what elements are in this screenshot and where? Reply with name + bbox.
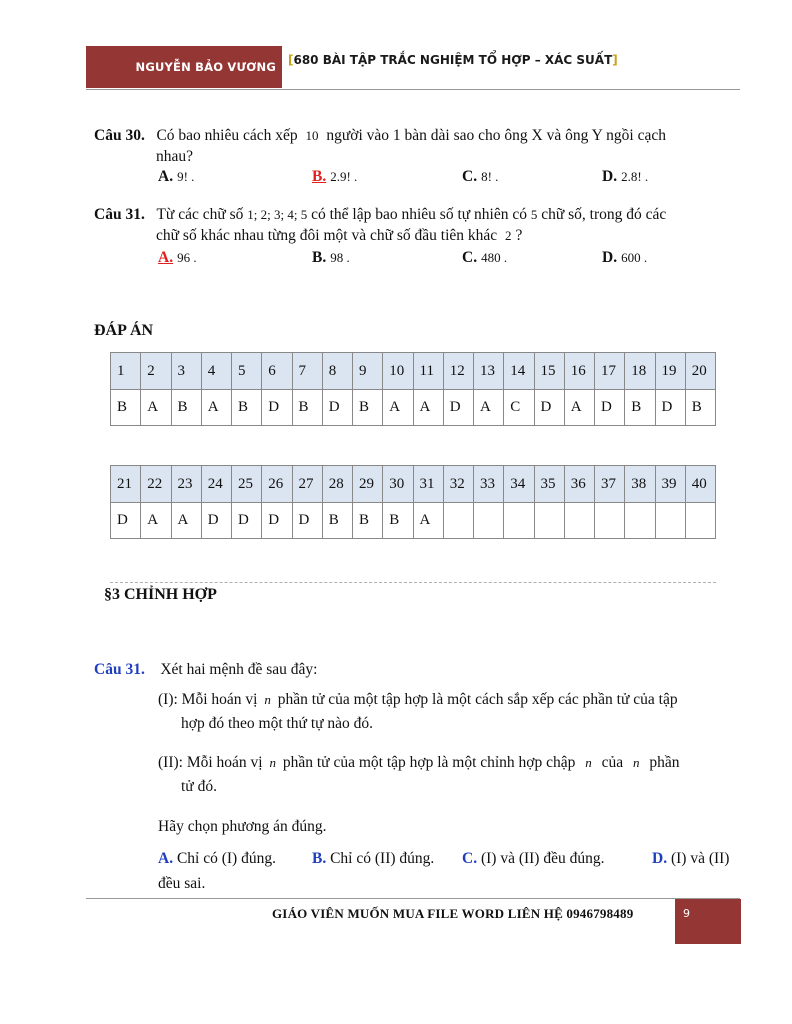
variable-n: n [585, 755, 592, 770]
header-divider [86, 89, 740, 90]
section-title: §3 CHỈNH HỢP [104, 586, 217, 603]
answer-number-cell: 15 [534, 353, 564, 390]
answer-number-cell: 10 [383, 353, 413, 390]
answer-letter-cell: B [232, 390, 262, 426]
answer-number-cell: 38 [625, 466, 655, 503]
question-number: 10 [305, 128, 319, 143]
digits: 1; 2; 3; 4; 5 [247, 207, 308, 222]
answer-number-cell: 2 [141, 353, 171, 390]
answer-number-cell: 26 [262, 466, 292, 503]
page-number-box [675, 899, 741, 944]
option-letter: D. [602, 168, 618, 185]
statement-text: hợp đó theo một thứ tự nào đó. [181, 715, 374, 732]
answer-number-cell: 23 [171, 466, 201, 503]
answer-letter-cell: D [443, 390, 473, 426]
question-text: nhau? [156, 148, 194, 165]
answer-number-cell: 6 [262, 353, 292, 390]
answer-number-cell: 36 [564, 466, 594, 503]
answer-number-cell: 34 [504, 466, 534, 503]
option-a[interactable] [158, 249, 197, 267]
option-d[interactable] [602, 249, 647, 267]
answer-number-cell: 19 [655, 353, 685, 390]
answer-letter-cell: D [201, 503, 231, 539]
statement-text: (II): Mỗi hoán vị [158, 754, 263, 771]
question-label: Câu 30. [94, 127, 145, 144]
statement-text: (I): Mỗi hoán vị [158, 691, 258, 708]
answer-letter-cell [685, 503, 715, 539]
answer-letter-cell [443, 503, 473, 539]
footer-divider [86, 898, 740, 899]
question-text: Từ các chữ số [156, 206, 244, 223]
answer-letter-cell: B [353, 390, 383, 426]
answer-letter-cell [564, 503, 594, 539]
answer-letter-cell: A [141, 390, 171, 426]
option-value: 8! . [481, 169, 499, 184]
answer-letter-cell: B [685, 390, 715, 426]
option-a[interactable] [158, 850, 276, 868]
variable-n: n [264, 692, 271, 707]
option-text: (I) và (II) [670, 850, 730, 867]
question-text: chữ số, trong đó các [541, 206, 667, 223]
question-text: Có bao nhiêu cách xếp [156, 127, 298, 144]
answer-letter-cell: D [595, 390, 625, 426]
answer-table-1 [110, 352, 716, 426]
header-author: NGUYỄN BẢO VƯƠNG [135, 60, 276, 74]
option-value: 600 . [621, 250, 648, 265]
option-letter-correct: A. [158, 249, 174, 266]
answer-number-cell: 20 [685, 353, 715, 390]
answer-number-cell: 25 [232, 466, 262, 503]
answer-letter-cell [474, 503, 504, 539]
answer-letter-cell: B [171, 390, 201, 426]
question-number: 2 [505, 228, 512, 243]
option-letter: C. [462, 850, 478, 867]
answer-number-cell: 5 [232, 353, 262, 390]
answer-number-cell: 24 [201, 466, 231, 503]
statement-2 [158, 751, 748, 799]
answer-number-cell: 40 [685, 466, 715, 503]
answer-number-cell: 14 [504, 353, 534, 390]
answer-letter-cell: A [413, 390, 443, 426]
question-31b [94, 658, 744, 682]
answer-letter-cell: D [111, 503, 141, 539]
question-number: 5 [530, 207, 538, 222]
answer-number-cell: 22 [141, 466, 171, 503]
question-30 [94, 125, 734, 167]
option-c[interactable] [462, 249, 507, 267]
answer-letter-cell [655, 503, 685, 539]
answer-letter-cell: A [201, 390, 231, 426]
answer-number-cell: 3 [171, 353, 201, 390]
answer-letter-cell [504, 503, 534, 539]
answer-letter-cell: C [504, 390, 534, 426]
header-bracket-close: ] [612, 53, 618, 67]
answer-letter-cell: D [262, 390, 292, 426]
option-value: 2.9! . [330, 169, 358, 184]
answer-letter-cell: B [383, 503, 413, 539]
answer-letter-cell: A [413, 503, 443, 539]
answer-number-cell: 13 [474, 353, 504, 390]
answer-letter-cell: A [474, 390, 504, 426]
question-prompt: Hãy chọn phương án đúng. [158, 818, 327, 835]
answer-number-cell: 29 [353, 466, 383, 503]
option-c[interactable] [462, 168, 498, 186]
answer-number-cell: 1 [111, 353, 141, 390]
statement-text: tử đó. [181, 778, 217, 795]
option-c[interactable] [462, 850, 604, 868]
answer-number-cell: 35 [534, 466, 564, 503]
answer-letter-cell: D [655, 390, 685, 426]
statement-text: phần tử của một tập hợp là một cách sắp xếp các phần tử của tập [277, 691, 678, 708]
option-letter: A. [158, 168, 174, 185]
option-value: 480 . [481, 250, 508, 265]
answer-number-cell: 9 [353, 353, 383, 390]
option-text: Chỉ có (I) đúng. [176, 850, 276, 867]
question-label: Câu 31. [94, 661, 145, 678]
answer-letter-cell: D [534, 390, 564, 426]
answer-letter-cell: B [292, 390, 322, 426]
option-letter: B. [312, 249, 327, 266]
statement-text: phần [649, 754, 680, 771]
answer-number-cell: 37 [595, 466, 625, 503]
answer-letter-cell: D [292, 503, 322, 539]
answer-number-cell: 11 [413, 353, 443, 390]
section-divider [110, 582, 716, 583]
option-value: 2.8! . [621, 169, 649, 184]
answer-letter-cell: D [232, 503, 262, 539]
answer-letter-cell: A [171, 503, 201, 539]
answer-letter-cell: D [322, 390, 352, 426]
answer-letter-cell: B [625, 390, 655, 426]
statement-text: phần tử của một tập hợp là một chỉnh hợp chập [282, 754, 576, 771]
answer-number-cell: 21 [111, 466, 141, 503]
answer-number-cell: 4 [201, 353, 231, 390]
variable-n: n [269, 755, 276, 770]
answer-table-2 [110, 465, 716, 539]
answer-number-cell: 39 [655, 466, 685, 503]
page-number: 9 [683, 907, 690, 920]
option-letter: B. [312, 850, 327, 867]
answer-letter-cell: A [141, 503, 171, 539]
answer-letter-cell: D [262, 503, 292, 539]
option-value: 98 . [330, 250, 350, 265]
option-value: 9! . [177, 169, 195, 184]
answer-number-cell: 8 [322, 353, 352, 390]
answer-number-cell: 18 [625, 353, 655, 390]
answer-number-cell: 16 [564, 353, 594, 390]
header-author-box [86, 46, 282, 88]
answer-letter-cell [625, 503, 655, 539]
option-d[interactable] [652, 850, 729, 868]
header-title-text: 680 BÀI TẬP TRẮC NGHIỆM TỔ HỢP – XÁC SUẤT [293, 53, 613, 67]
answer-letter-cell [595, 503, 625, 539]
header-title [288, 53, 618, 67]
answer-letter-cell [534, 503, 564, 539]
answer-number-cell: 31 [413, 466, 443, 503]
option-b[interactable] [312, 249, 350, 267]
option-value: 96 . [177, 250, 197, 265]
option-letter: C. [462, 249, 478, 266]
option-letter-correct: B. [312, 168, 327, 185]
header-bracket-open: [ [288, 53, 294, 67]
answer-letter-cell: B [353, 503, 383, 539]
answer-letter-cell: A [383, 390, 413, 426]
variable-n: n [633, 755, 640, 770]
option-d[interactable] [602, 168, 648, 186]
question-text: người vào 1 bàn dài sao cho ông X và ông Y ngồi cạch [326, 127, 666, 144]
question-text: ? [515, 227, 523, 244]
answer-number-cell: 33 [474, 466, 504, 503]
footer-contact: GIÁO VIÊN MUỐN MUA FILE WORD LIÊN HỆ 0946798489 [272, 906, 634, 921]
option-letter: A. [158, 850, 174, 867]
option-text: Chỉ có (II) đúng. [330, 850, 435, 867]
answer-letter-cell: B [322, 503, 352, 539]
answer-number-cell: 28 [322, 466, 352, 503]
option-a[interactable] [158, 168, 194, 186]
option-letter: D. [652, 850, 668, 867]
option-text: (I) và (II) đều đúng. [480, 850, 605, 867]
answer-letter-cell: B [111, 390, 141, 426]
option-b[interactable] [312, 168, 357, 186]
statement-text: của [601, 754, 624, 771]
option-letter: C. [462, 168, 478, 185]
question-intro: Xét hai mệnh đề sau đây: [160, 661, 318, 678]
question-text: có thể lập bao nhiêu số tự nhiên có [311, 206, 527, 223]
answer-number-cell: 7 [292, 353, 322, 390]
answers-title: ĐÁP ÁN [94, 322, 154, 339]
question-text: chữ số khác nhau từng đôi một và chữ số đầu tiên khác [156, 227, 498, 244]
answer-number-cell: 27 [292, 466, 322, 503]
statement-1 [158, 688, 748, 736]
option-d-continued: đều sai. [158, 875, 206, 892]
option-letter: D. [602, 249, 618, 266]
answer-number-cell: 32 [443, 466, 473, 503]
question-31a [94, 204, 734, 246]
answer-letter-cell: A [564, 390, 594, 426]
answer-number-cell: 17 [595, 353, 625, 390]
answer-number-cell: 30 [383, 466, 413, 503]
question-label: Câu 31. [94, 206, 145, 223]
option-b[interactable] [312, 850, 434, 868]
answer-number-cell: 12 [443, 353, 473, 390]
